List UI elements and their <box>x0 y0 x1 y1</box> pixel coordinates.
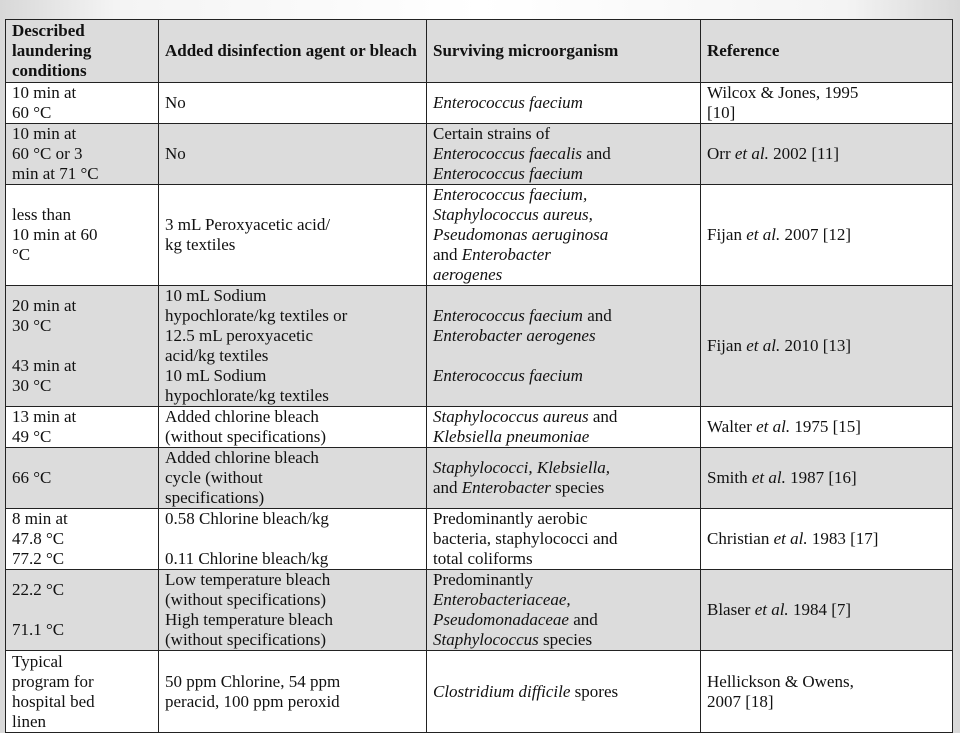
table-row <box>6 124 953 185</box>
table-row <box>6 286 953 407</box>
header-organism: Surviving microorganism <box>427 20 701 83</box>
cell-reference: Christian et al. 1983 [17] <box>701 509 953 570</box>
laundering-table <box>5 19 953 733</box>
header-reference: Reference <box>701 20 953 83</box>
cell-conditions: 13 min at 49 °C <box>6 407 159 448</box>
table-row <box>6 570 953 651</box>
cell-reference: Walter et al. 1975 [15] <box>701 407 953 448</box>
cell-conditions: 66 °C <box>6 448 159 509</box>
cell-organism: Certain strains of Enterococcus faecalis and Enterococcus faecium <box>427 124 701 185</box>
header-agent: Added disinfection agent or bleach <box>159 20 427 83</box>
cell-organism: Enterococcus faecium <box>427 83 701 124</box>
cell-agent: Low temperature bleach (without specifications) High temperature bleach (without specifications) <box>159 570 427 651</box>
cell-reference: Fijan et al. 2010 [13] <box>701 286 953 407</box>
table-row <box>6 651 953 733</box>
cell-organism: Staphylococci, Klebsiella, and Enterobacter species <box>427 448 701 509</box>
cell-reference: Blaser et al. 1984 [7] <box>701 570 953 651</box>
cell-agent: No <box>159 83 427 124</box>
cell-agent: 0.58 Chlorine bleach/kg 0.11 Chlorine bleach/kg <box>159 509 427 570</box>
cell-organism: Predominantly aerobic bacteria, staphylococci and total coliforms <box>427 509 701 570</box>
cell-organism: Predominantly Enterobacteriaceae, Pseudomonadaceae and Staphylococcus species <box>427 570 701 651</box>
cell-conditions: 10 min at 60 °C <box>6 83 159 124</box>
cell-agent: Added chlorine bleach cycle (without specifications) <box>159 448 427 509</box>
cell-reference: Hellickson & Owens, 2007 [18] <box>701 651 953 733</box>
cell-conditions: 8 min at 47.8 °C 77.2 °C <box>6 509 159 570</box>
table-row <box>6 83 953 124</box>
cell-conditions: 20 min at 30 °C 43 min at 30 °C <box>6 286 159 407</box>
cell-reference: Smith et al. 1987 [16] <box>701 448 953 509</box>
cell-agent: 3 mL Peroxyacetic acid/ kg textiles <box>159 185 427 286</box>
cell-reference: Orr et al. 2002 [11] <box>701 124 953 185</box>
cell-reference: Fijan et al. 2007 [12] <box>701 185 953 286</box>
cell-conditions: 10 min at 60 °C or 3 min at 71 °C <box>6 124 159 185</box>
cell-reference: Wilcox & Jones, 1995 [10] <box>701 83 953 124</box>
cell-organism: Staphylococcus aureus and Klebsiella pneumoniae <box>427 407 701 448</box>
cell-agent: 50 ppm Chlorine, 54 ppm peracid, 100 ppm peroxid <box>159 651 427 733</box>
cell-conditions: less than 10 min at 60 °C <box>6 185 159 286</box>
cell-agent: Added chlorine bleach (without specifications) <box>159 407 427 448</box>
cell-agent: No <box>159 124 427 185</box>
cell-agent: 10 mL Sodium hypochlorate/kg textiles or 12.5 mL peroxyacetic acid/kg textiles 10 mL Sodium hypochlorate/kg textiles <box>159 286 427 407</box>
table-row <box>6 185 953 286</box>
table-row <box>6 509 953 570</box>
table-row <box>6 448 953 509</box>
cell-organism: Enterococcus faecium, Staphylococcus aureus, Pseudomonas aeruginosa and Enterobacter aerogenes <box>427 185 701 286</box>
table-row <box>6 407 953 448</box>
cell-organism: Clostridium difficile spores <box>427 651 701 733</box>
cell-conditions: 22.2 °C 71.1 °C <box>6 570 159 651</box>
cell-conditions: Typical program for hospital bed linen <box>6 651 159 733</box>
header-conditions: Described laundering conditions <box>6 20 159 83</box>
cell-organism: Enterococcus faecium and Enterobacter aerogenes Enterococcus faecium <box>427 286 701 407</box>
